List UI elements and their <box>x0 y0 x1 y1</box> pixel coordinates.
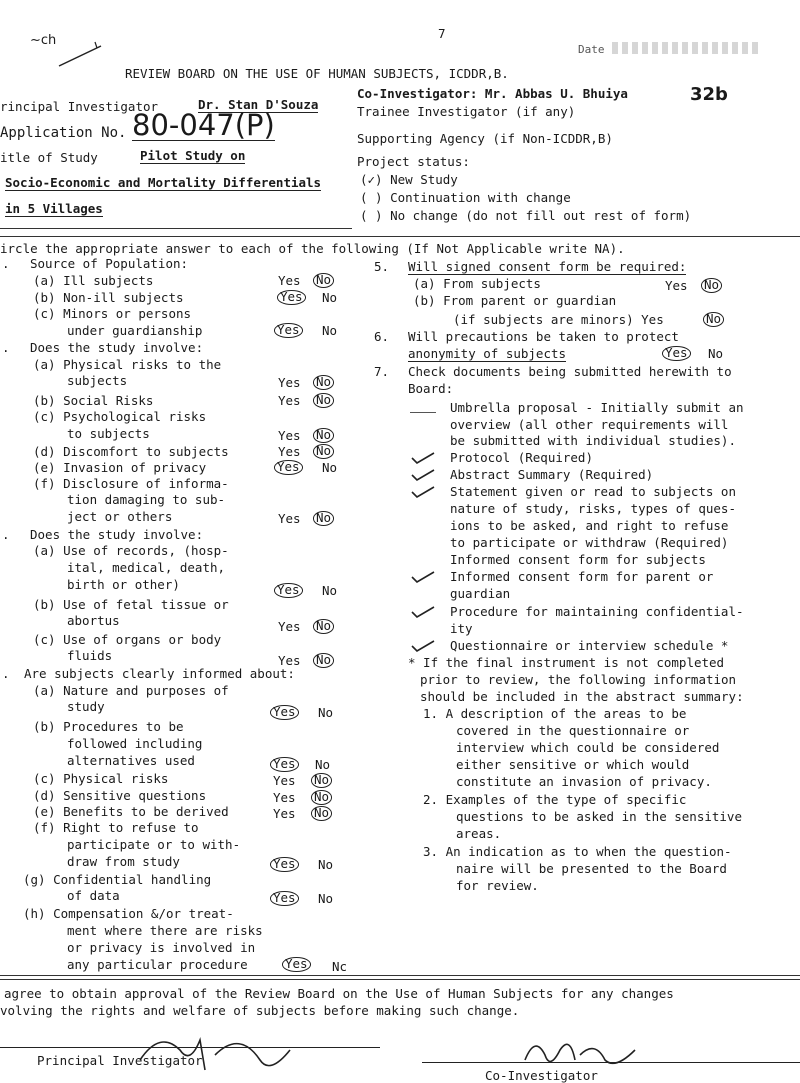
q2-title: Does the study involve: <box>30 340 204 355</box>
q7-statement1: Statement given or read to subjects on <box>450 484 736 499</box>
check-mark <box>410 469 436 481</box>
co-investigator: Co-Investigator: Mr. Abbas U. Bhuiya <box>357 86 628 101</box>
q7-procedure1: Procedure for maintaining confidential- <box>450 604 744 619</box>
q1c-yes-circled: Yes <box>274 323 303 338</box>
pi-signature <box>120 1020 320 1080</box>
q2f-no-circled: No <box>313 511 334 526</box>
project-status-label: Project status: <box>357 154 470 169</box>
q4h-label1: (h) Compensation &/or treat- <box>23 906 234 921</box>
supporting-agency: Supporting Agency (if Non-ICDDR,B) <box>357 131 613 146</box>
q7-consent-parent2: guardian <box>450 586 511 601</box>
q7-item1a: 1. A description of the areas to be <box>423 706 687 721</box>
q2d-label: (d) Discomfort to subjects <box>33 444 229 459</box>
q1c-label2: under guardianship <box>67 323 203 338</box>
q7-umbrella1: Umbrella proposal - Initially submit an <box>450 400 744 415</box>
agreement-line2: volving the rights and welfare of subjects before making such change. <box>0 1003 520 1018</box>
study-title-line3: in 5 Villages <box>5 201 103 216</box>
q4d-yes: Yes <box>273 790 296 805</box>
divider <box>0 228 352 229</box>
q7-item1e: constitute an invasion of privacy. <box>456 774 712 789</box>
q7-note1: * If the final instrument is not completed <box>408 655 725 670</box>
q4f-label1: (f) Right to refuse to <box>33 820 199 835</box>
q7-item3b: naire will be presented to the Board <box>456 861 727 876</box>
q7-item2b: questions to be asked in the sensitive <box>456 809 742 824</box>
q3-title: Does the study involve: <box>30 527 204 542</box>
q4c-yes: Yes <box>273 773 296 788</box>
q7-umbrella2: overview (all other requirements will <box>450 417 729 432</box>
q5a-yes: Yes <box>665 278 688 293</box>
status-new-study: (✓) New Study <box>360 172 458 187</box>
divider <box>0 236 800 237</box>
q1a-yes: Yes <box>278 273 301 288</box>
q4b-yes-circled: Yes <box>270 757 299 772</box>
q7-umbrella3: be submitted with individual studies). <box>450 433 736 448</box>
q3c-yes: Yes <box>278 653 301 668</box>
q3a-label2: ital, medical, death, <box>67 560 226 575</box>
agreement-line1: agree to obtain approval of the Review Board on the Use of Human Subjects for any changes <box>4 986 674 1001</box>
q3b-label2: abortus <box>67 613 120 628</box>
q7-consent-parent1: Informed consent form for parent or <box>450 569 714 584</box>
q4f-yes-circled: Yes <box>270 857 299 872</box>
study-title-line2: Socio-Economic and Mortality Differentials <box>5 175 322 190</box>
q7-statement3: ions to be asked, and right to refuse <box>450 518 729 533</box>
q1b-no: No <box>322 290 338 305</box>
q3b-label1: (b) Use of fetal tissue or <box>33 597 229 612</box>
pi-signature-line <box>0 1047 380 1048</box>
q7-questionnaire: Questionnaire or interview schedule * <box>450 638 729 653</box>
check-mark <box>410 606 436 618</box>
q2c-no-circled: No <box>313 428 334 443</box>
divider <box>0 979 800 980</box>
q4f-no: No <box>318 857 334 872</box>
q5b-no-circled: No <box>703 312 724 327</box>
blank-check-line <box>410 412 436 413</box>
q7-number: 7. <box>374 364 390 379</box>
q4a-yes-circled: Yes <box>270 705 299 720</box>
q2f-yes: Yes <box>278 511 301 526</box>
q3-number: . <box>2 527 10 542</box>
q2c-label1: (c) Psychological risks <box>33 409 207 424</box>
q7-item1b: covered in the questionnaire or <box>456 723 690 738</box>
q4c-label: (c) Physical risks <box>33 771 169 786</box>
status-continuation: ( ) Continuation with change <box>360 190 571 205</box>
q7-consent-subjects: Informed consent form for subjects <box>450 552 706 567</box>
q4d-label: (d) Sensitive questions <box>33 788 207 803</box>
q7-item3c: for review. <box>456 878 539 893</box>
q4g-no: No <box>318 891 334 906</box>
q7-item3a: 3. An indication as to when the question- <box>423 844 732 859</box>
q2b-no-circled: No <box>313 393 334 408</box>
q2a-label1: (a) Physical risks to the <box>33 357 222 372</box>
q2a-no-circled: No <box>313 375 334 390</box>
q5b-label2: (if subjects are minors) Yes <box>453 312 664 327</box>
q2f-label3: ject or others <box>67 509 173 524</box>
app-label: Application No. <box>0 125 127 141</box>
q4c-no-circled: No <box>311 773 332 788</box>
q7-item2c: areas. <box>456 826 502 841</box>
q3a-yes-circled: Yes <box>274 583 303 598</box>
q3a-label3: birth or other) <box>67 577 180 592</box>
q2d-yes: Yes <box>278 444 301 459</box>
q1b-yes-circled: Yes <box>277 290 306 305</box>
corner-mark: ~ch <box>30 33 57 48</box>
q1a-label: (a) Ill subjects <box>33 273 154 288</box>
q3c-label1: (c) Use of organs or body <box>33 632 222 647</box>
status-no-change: ( ) No change (do not fill out rest of form) <box>360 208 692 223</box>
q2a-yes: Yes <box>278 375 301 390</box>
q7-label2: Board: <box>408 381 454 396</box>
q4d-no-circled: No <box>311 790 332 805</box>
app-value: 80-047(P) <box>132 108 275 142</box>
q1c-label1: (c) Minors or persons <box>33 306 192 321</box>
q7-label1: Check documents being submitted herewith to <box>408 364 732 379</box>
q7-abstract: Abstract Summary (Required) <box>450 467 654 482</box>
q4a-label2: study <box>67 699 105 714</box>
q4b-label2: followed including <box>67 736 203 751</box>
q2a-label2: subjects <box>67 373 128 388</box>
q4b-no: No <box>315 757 331 772</box>
instructions: ircle the appropriate answer to each of the following (If Not Applicable write NA). <box>0 241 625 256</box>
study-title-label: itle of Study <box>0 150 98 165</box>
q4g-label1: (g) Confidential handling <box>23 872 212 887</box>
q4g-yes-circled: Yes <box>270 891 299 906</box>
q4h-label4: any particular procedure <box>67 957 248 972</box>
q7-statement4: to participate or withdraw (Required) <box>450 535 729 550</box>
q5-number: 5. <box>374 259 390 274</box>
q1-title: Source of Population: <box>30 256 189 271</box>
q6-number: 6. <box>374 329 390 344</box>
q3c-no-circled: No <box>313 653 334 668</box>
q1a-no-circled: No <box>313 273 334 288</box>
pi-value: Dr. Stan D'Souza <box>198 97 319 112</box>
q3a-label1: (a) Use of records, (hosp- <box>33 543 229 558</box>
q5-title: Will signed consent form be required: <box>408 259 687 274</box>
q7-note3: should be included in the abstract summary: <box>420 689 744 704</box>
q4-title: Are subjects clearly informed about: <box>24 666 295 681</box>
study-title-line1: Pilot Study on <box>140 148 246 163</box>
check-mark <box>410 452 436 464</box>
q7-protocol: Protocol (Required) <box>450 450 593 465</box>
q4e-no-circled: No <box>311 806 332 821</box>
q4b-label3: alternatives used <box>67 753 195 768</box>
q1b-label: (b) Non-ill subjects <box>33 290 184 305</box>
q6-label1: Will precautions be taken to protect <box>408 329 679 344</box>
q4h-no: Nc <box>332 959 348 974</box>
pi-signature-label: Principal Investigator <box>37 1053 203 1068</box>
trainee-investigator: Trainee Investigator (if any) <box>357 104 576 119</box>
q4b-label1: (b) Procedures to be <box>33 719 184 734</box>
q7-procedure2: ity <box>450 621 473 636</box>
check-mark <box>410 486 436 498</box>
q2b-yes: Yes <box>278 393 301 408</box>
date-label: Date <box>578 43 605 56</box>
q3c-label2: fluids <box>67 648 113 663</box>
q7-statement2: nature of study, risks, types of ques- <box>450 501 736 516</box>
q5a-no-circled: No <box>701 278 722 293</box>
scribble-mark <box>55 40 105 70</box>
q4h-yes-circled: Yes <box>282 957 311 972</box>
q2f-label1: (f) Disclosure of informa- <box>33 476 229 491</box>
q4h-label2: ment where there are risks <box>67 923 263 938</box>
pi-label: rincipal Investigator <box>0 99 159 114</box>
q4-number: . <box>2 666 10 681</box>
divider <box>0 975 800 976</box>
q4f-label2: participate or to with- <box>67 837 241 852</box>
q7-item1c: interview which could be considered <box>456 740 720 755</box>
q2e-no: No <box>322 460 338 475</box>
q5b-label1: (b) From parent or guardian <box>413 293 617 308</box>
q4e-yes: Yes <box>273 806 296 821</box>
q4a-label1: (a) Nature and purposes of <box>33 683 229 698</box>
q3a-no: No <box>322 583 338 598</box>
q4g-label2: of data <box>67 888 120 903</box>
q6-yes-circled: Yes <box>662 346 691 361</box>
q2e-label: (e) Invasion of privacy <box>33 460 207 475</box>
q4e-label: (e) Benefits to be derived <box>33 804 229 819</box>
q2b-label: (b) Social Risks <box>33 393 154 408</box>
q7-note2: prior to review, the following information <box>420 672 737 687</box>
q3b-no-circled: No <box>313 619 334 634</box>
check-mark <box>410 571 436 583</box>
q1c-no: No <box>322 323 338 338</box>
q6-label2: anonymity of subjects <box>408 346 567 361</box>
co-signature-line <box>422 1062 800 1063</box>
q4f-label3: draw from study <box>67 854 180 869</box>
q2c-label2: to subjects <box>67 426 150 441</box>
q7-item1d: either sensitive or which would <box>456 757 690 772</box>
q2-number: . <box>2 340 10 355</box>
q2c-yes: Yes <box>278 428 301 443</box>
q2f-label2: tion damaging to sub- <box>67 492 226 507</box>
q2d-no-circled: No <box>313 444 334 459</box>
q4h-label3: or privacy is involved in <box>67 940 256 955</box>
top-mark: 7 <box>438 26 446 41</box>
faded-date-stamp <box>612 42 762 54</box>
q6-no: No <box>708 346 724 361</box>
handwritten-mark: 32b <box>690 84 728 105</box>
q5a-label: (a) From subjects <box>413 276 541 291</box>
co-signature-label: Co-Investigator <box>485 1068 598 1083</box>
q2e-yes-circled: Yes <box>274 460 303 475</box>
form-title: REVIEW BOARD ON THE USE OF HUMAN SUBJECTS, ICDDR,B. <box>125 66 509 81</box>
q7-item2a: 2. Examples of the type of specific <box>423 792 687 807</box>
check-mark <box>410 640 436 652</box>
q3b-yes: Yes <box>278 619 301 634</box>
q4a-no: No <box>318 705 334 720</box>
q1-number: . <box>2 256 10 271</box>
